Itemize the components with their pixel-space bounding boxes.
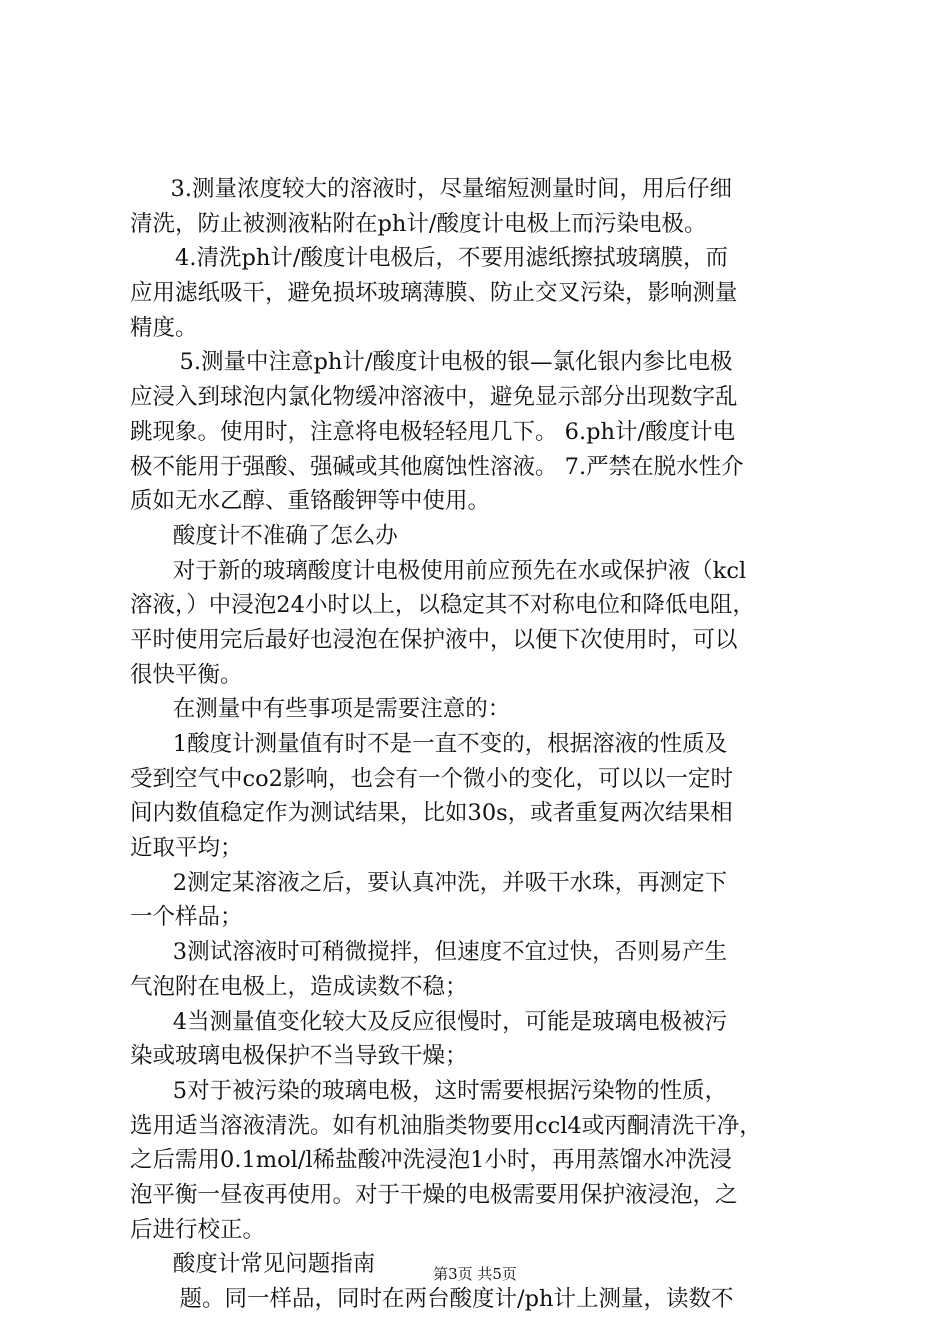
text-line: 题。同一样品，同时在两台酸度计/ph计上测量，读数不: [179, 1286, 734, 1312]
text-line: 跳现象。使用时，注意将电极轻轻甩几下。 6.ph计/酸度计电: [130, 418, 736, 445]
text-line: 5.测量中注意ph计/酸度计电极的银—氯化银内参比电极: [179, 349, 733, 376]
page-footer: 第3页 共5页: [433, 1265, 517, 1283]
text-line: 气泡附在电极上，造成读数不稳；: [130, 973, 468, 1000]
text-line: 3.测量浓度较大的溶液时，尽量缩短测量时间，用后仔细: [170, 176, 732, 202]
text-line: 极不能用于强酸、强碱或其他腐蚀性溶液。 7.严禁在脱水性介: [130, 453, 744, 480]
text-line: 平时使用完后最好也浸泡在保护液中，以便下次使用时，可以: [130, 626, 738, 653]
text-line: 选用适当溶液清洗。如有机油脂类物要用ccl4或丙酮清洗干净，: [130, 1112, 762, 1139]
text-line: 清洗，防止被测液粘附在ph计/酸度计电极上而污染电极。: [130, 210, 707, 237]
text-line: 4.清洗ph计/酸度计电极后，不要用滤纸擦拭玻璃膜，而: [175, 245, 728, 272]
text-line: 受到空气中co2影响，也会有一个微小的变化，可以以一定时: [130, 765, 733, 792]
text-line: 应用滤纸吸干，避免损坏玻璃薄膜、防止交叉污染，影响测量: [130, 280, 738, 307]
text-line: 1酸度计测量值有时不是一直不变的，根据溶液的性质及: [172, 731, 728, 757]
text-line: 2测定某溶液之后，要认真冲洗，并吸干水珠，再测定下: [172, 869, 728, 896]
text-line: 泡平衡一昼夜再使用。对于干燥的电极需要用保护液浸泡，之: [130, 1181, 738, 1208]
text-line: 酸度计常见问题指南: [172, 1251, 376, 1278]
text-line: 一个样品；: [130, 904, 243, 931]
text-line: 近取平均；: [130, 835, 243, 862]
text-line: 质如无水乙醇、重铬酸钾等中使用。: [130, 488, 491, 515]
text-line: 3测试溶液时可稍微搅拌，但速度不宜过快，否则易产生: [172, 939, 728, 966]
text-line: 应浸入到球泡内氯化物缓冲溶液中，避免显示部分出现数字乱: [130, 384, 738, 411]
text-line: 酸度计不准确了怎么办: [172, 522, 398, 549]
text-line: 间内数值稳定作为测试结果，比如30s，或者重复两次结果相: [130, 800, 733, 827]
text-line: 很快平衡。: [130, 661, 243, 688]
document-body: [130, 172, 832, 1317]
text-line: 在测量中有些事项是需要注意的：: [172, 696, 511, 723]
text-line: 精度。: [130, 314, 198, 341]
text-line: 溶液，）中浸泡24小时以上，以稳定其不对称电位和降低电阻，: [130, 592, 755, 619]
text-line: 对于新的玻璃酸度计电极使用前应预先在水或保护液（kcl: [172, 557, 747, 584]
text-line: 5对于被污染的玻璃电极，这时需要根据污染物的性质，: [172, 1077, 728, 1104]
text-line: 后进行校正。: [130, 1216, 266, 1243]
text-line: 4当测量值变化较大及反应很慢时，可能是玻璃电极被污: [172, 1008, 728, 1035]
text-line: 染或玻璃电极保护不当导致干燥；: [130, 1043, 468, 1070]
text-line: 之后需用0.1mol/l稀盐酸冲洗浸泡1小时，再用蒸馏水冲洗浸: [130, 1147, 732, 1174]
